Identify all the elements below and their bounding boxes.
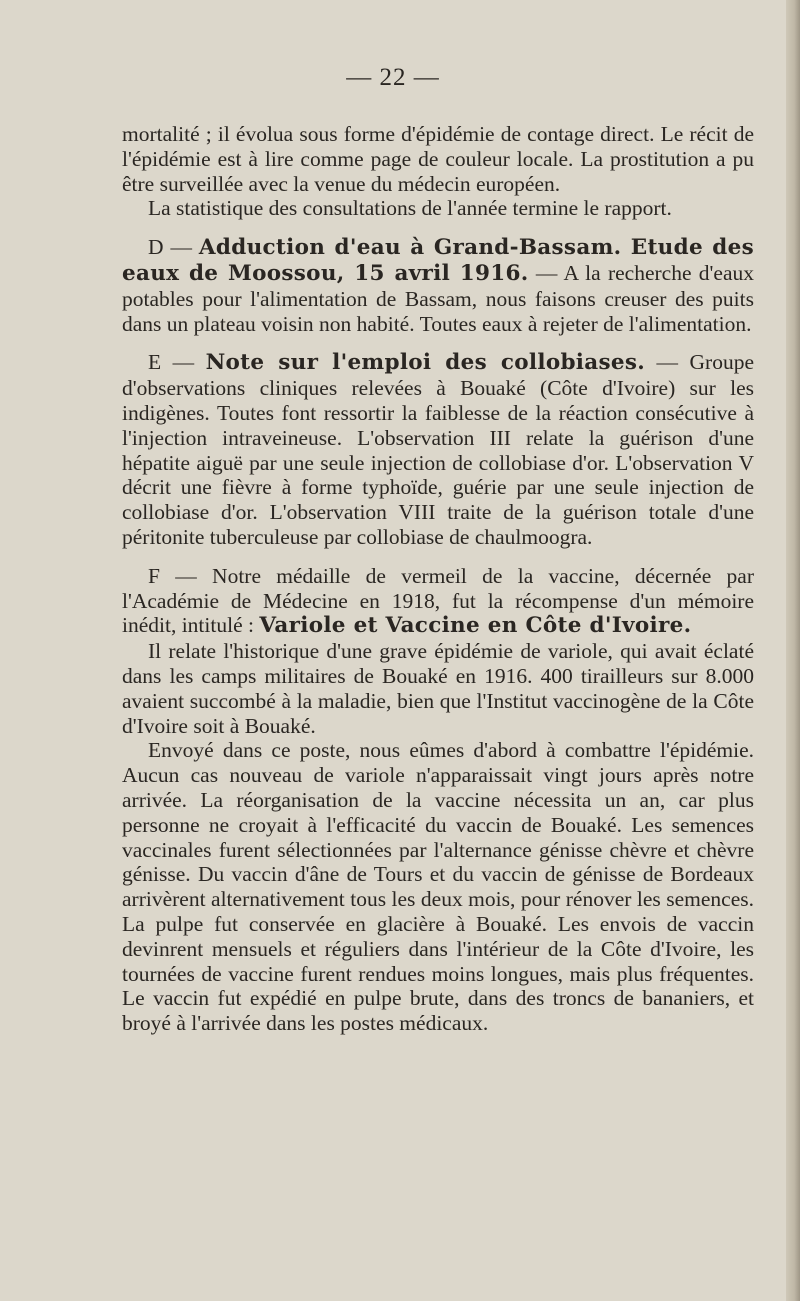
- text-run: — A la recherche d'eaux potables pour l'alimentation de Bassam, nous faisons creuser des puits dans un plateau voisin non habité. Toutes eaux à rejeter de l'alimentation.: [122, 260, 754, 336]
- section-e: [122, 350, 754, 549]
- paragraph: [122, 122, 754, 196]
- paragraph: [122, 738, 754, 1036]
- text-run: Il relate l'historique d'une grave épidémie de variole, qui avait éclaté dans les camps militaires de Bouaké en 1916. 400 tirailleurs sur 8.000 avaient succombé à la maladie, bien que l'Institut vaccinogène de la Côte d'Ivoire soit à Bouaké.: [122, 639, 754, 738]
- text-run: Envoyé dans ce poste, nous eûmes d'abord à combattre l'épidémie. Aucun cas nouveau de variole n'apparaissait vingt jours après notre arrivée. La réorganisation de la vaccine nécessita un an, car plus personne ne croyait à l'efficacité du vaccin de Bouaké. Les semences vaccinales furent sélectionnées par l'alternance génisse chèvre et chèvre génisse. Du vaccin d'âne de Tours et du vaccin de génisse de Bordeaux arrivèrent alternativement tous les deux mois, pour rénover les semences. La pulpe fut conservée en glacière à Bouaké. Les envois de vaccin devinrent mensuels et réguliers dans l'intérieur de la Côte d'Ivoire, les tournées de vaccine furent rendues moins longues, mais plus fréquentes. Le vaccin fut expédié en pulpe brute, dans des troncs de bananiers, et broyé à l'arrivée dans les postes médicaux.: [122, 738, 754, 1036]
- page-number: — 22 —: [346, 64, 440, 91]
- text-run: D —: [148, 235, 199, 260]
- paragraph: [122, 639, 754, 738]
- page-edge: [786, 0, 800, 1301]
- body-text: [122, 122, 754, 1036]
- text-run: — Groupe d'observations cliniques relevées à Bouaké (Côte d'Ivoire) sur les indigènes. Toutes font ressortir la faiblesse de la réaction consécutive à l'injection intraveineuse. L'observation III relate la guérison d'une hépatite aiguë par une seule injection de collobiase d'or. L'observation V décrit une fièvre à forme typhoïde, guérie par une seule injection de collobiase d'or. L'observation VIII traite de la guérison totale d'une péritonite tuberculeuse par collobiase de chaulmoogra.: [122, 350, 754, 549]
- text-run: mortalité ; il évolua sous forme d'épidémie de contage direct. Le récit de l'épidémie est à lire comme page de couleur locale. La prostitution a pu être surveillée avec la venue du médecin européen.: [122, 122, 754, 196]
- text-run: F — Notre médaille de vermeil de la vaccine, décernée par l'Académie de Médecine en 1918, fut la récompense d'un mémoire inédit, intitulé :: [122, 563, 754, 638]
- section-d: [122, 235, 754, 336]
- text-run: E —: [148, 350, 206, 375]
- bold-title: Note sur l'emploi des collobiases.: [205, 350, 646, 376]
- paragraph: [122, 196, 754, 221]
- text-run: La statistique des consultations de l'année termine le rapport.: [148, 196, 672, 221]
- bold-title: Adduction d'eau à Grand-Bassam. Etude des eaux de Moossou, 15 avril 1916.: [122, 235, 754, 286]
- bold-title: Variole et Vaccine en Côte d'Ivoire.: [259, 613, 692, 639]
- section-f: [122, 564, 754, 639]
